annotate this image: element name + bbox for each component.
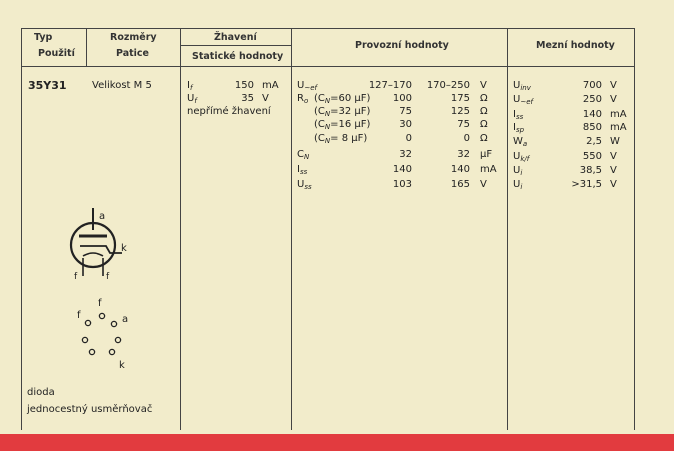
limit-value: 550 <box>582 151 602 162</box>
socket-label-a: a <box>122 314 129 325</box>
limit-value: 2,5 <box>586 136 602 147</box>
limit-unit: V <box>610 94 617 105</box>
heating-uf-unit: V <box>262 93 269 104</box>
operating-unit: Ω <box>480 119 488 130</box>
col-divider-3 <box>291 28 292 430</box>
limit-symbol-letter: U <box>513 94 521 105</box>
diode-symbol-diagram <box>66 206 146 282</box>
socket-label-f-left: f <box>77 310 81 321</box>
tube-size: Velikost M 5 <box>92 80 152 91</box>
header-bottom-border <box>21 66 635 67</box>
symbol-label-heater-2: f <box>106 272 110 282</box>
operating-value-a: 30 <box>399 119 412 130</box>
col-divider-2 <box>180 28 181 430</box>
limit-symbol-subscript: ~ef <box>520 98 533 106</box>
operating-symbol <box>297 163 307 177</box>
operating-value-b: 170–250 <box>426 80 470 91</box>
heating-if-unit: mA <box>262 80 279 91</box>
col-divider-1 <box>86 28 87 66</box>
heating-if-subscript: f <box>189 84 193 92</box>
col-divider-4 <box>507 28 508 430</box>
symbol-label-heater-1: f <box>74 272 78 282</box>
operating-symbol <box>297 148 309 162</box>
limit-symbol-subscript: a <box>522 140 528 148</box>
limit-value: 700 <box>582 80 602 91</box>
operating-unit: Ω <box>480 106 488 117</box>
heating-uf-symbol: U <box>187 93 195 104</box>
limit-symbol <box>513 108 523 122</box>
tube-type: 35Y31 <box>28 79 67 92</box>
operating-condition-subscript: N <box>324 97 331 105</box>
heating-if-value: 150 <box>234 80 254 91</box>
operating-condition-open: (C <box>314 119 325 130</box>
limit-symbol <box>513 150 529 164</box>
operating-value-b: 175 <box>450 93 470 104</box>
limit-value: 250 <box>582 94 602 105</box>
operating-value-b: 140 <box>450 164 470 175</box>
operating-condition-open: (C <box>314 106 325 117</box>
limit-value: 38,5 <box>579 165 602 176</box>
header-inner-line <box>180 45 291 46</box>
limit-symbol-letter: U <box>513 179 521 190</box>
operating-symbol-letter: R <box>297 93 304 104</box>
operating-unit: mA <box>480 164 497 175</box>
socket-pinout-diagram <box>70 296 140 372</box>
limit-symbol-letter: I <box>513 109 516 120</box>
limit-unit: mA <box>610 122 627 133</box>
operating-unit: Ω <box>480 133 488 144</box>
operating-symbol-subscript: ss <box>299 168 308 176</box>
header-type: Typ <box>34 32 53 43</box>
tube-use-line1: dioda <box>27 387 55 398</box>
limit-symbol-letter: U <box>513 80 521 91</box>
operating-value-a: 127–170 <box>368 80 412 91</box>
operating-symbol-letter: C <box>297 149 304 160</box>
heating-uf-subscript: f <box>194 97 197 105</box>
operating-condition <box>314 132 367 146</box>
limit-symbol-subscript: i <box>520 169 523 177</box>
header-heating: Žhavení <box>214 32 257 43</box>
heating-uf-value: 35 <box>241 93 254 104</box>
operating-symbol-subscript: o <box>303 97 309 105</box>
page-number <box>0 418 1 432</box>
operating-symbol <box>297 79 317 93</box>
operating-value-a: 32 <box>399 149 412 160</box>
operating-condition-rest: =32 μF) <box>330 106 371 117</box>
limit-symbol <box>513 178 522 192</box>
operating-value-a: 140 <box>392 164 412 175</box>
limit-symbol <box>513 79 531 93</box>
operating-value-b: 165 <box>450 179 470 190</box>
limit-unit: V <box>610 179 617 190</box>
operating-unit: V <box>480 179 487 190</box>
operating-value-a: 103 <box>392 179 412 190</box>
limit-unit: W <box>610 136 620 147</box>
operating-condition-open: (C <box>314 93 325 104</box>
operating-value-b: 75 <box>457 119 470 130</box>
limit-symbol <box>513 164 522 178</box>
limit-symbol-subscript: ss <box>515 113 524 121</box>
limit-unit: mA <box>610 109 627 120</box>
operating-symbol-subscript: ss <box>304 183 312 191</box>
header-static-values: Statické hodnoty <box>192 51 284 62</box>
operating-symbol <box>297 178 312 192</box>
operating-value-a: 0 <box>405 133 412 144</box>
limit-symbol <box>513 93 533 107</box>
operating-condition-subscript: N <box>324 110 331 118</box>
header-limit-values: Mezní hodnoty <box>536 40 615 51</box>
limit-symbol <box>513 135 527 149</box>
operating-condition-subscript: N <box>324 123 331 131</box>
limit-symbol-subscript: sp <box>515 126 525 134</box>
operating-unit: μF <box>480 149 493 160</box>
operating-unit: Ω <box>480 93 488 104</box>
operating-value-b: 125 <box>450 106 470 117</box>
operating-value-b: 0 <box>463 133 470 144</box>
limit-symbol-subscript: k/f <box>520 155 530 163</box>
operating-condition-open: (C <box>314 133 325 144</box>
limit-symbol-subscript: inv <box>520 84 531 92</box>
limit-symbol-letter: I <box>513 122 516 133</box>
header-operating-values: Provozní hodnoty <box>355 40 449 51</box>
operating-value-b: 32 <box>457 149 470 160</box>
operating-symbol-subscript: N <box>303 153 310 161</box>
heating-if-symbol: I <box>187 80 190 91</box>
tube-use-line2: jednocestný usměrňovač <box>27 404 153 415</box>
header-socket: Patice <box>116 48 149 59</box>
operating-symbol-letter: U <box>297 80 305 91</box>
operating-condition-rest: = 8 μF) <box>330 133 368 144</box>
limit-value: 850 <box>582 122 602 133</box>
heating-note: nepřímé žhavení <box>187 106 271 117</box>
symbol-label-cathode: k <box>121 243 127 254</box>
limit-unit: V <box>610 151 617 162</box>
page-bottom-band <box>0 434 674 451</box>
operating-symbol-letter: I <box>297 164 300 175</box>
symbol-label-anode: a <box>99 211 106 222</box>
limit-unit: V <box>610 165 617 176</box>
table-left-border <box>21 28 22 430</box>
operating-condition-rest: =16 μF) <box>330 119 371 130</box>
header-dimensions: Rozměry <box>110 32 157 43</box>
operating-unit: V <box>480 80 487 91</box>
limit-value: 140 <box>582 109 602 120</box>
operating-value-a: 75 <box>399 106 412 117</box>
limit-symbol-letter: W <box>513 136 523 147</box>
operating-condition-rest: =60 μF) <box>330 93 371 104</box>
limit-value: >31,5 <box>571 179 602 190</box>
operating-symbol-subscript: ~ef <box>304 84 317 92</box>
socket-label-f-top: f <box>98 298 102 309</box>
limit-symbol <box>513 121 524 135</box>
operating-symbol-letter: U <box>297 179 305 190</box>
limit-symbol-letter: U <box>513 165 521 176</box>
operating-value-a: 100 <box>392 93 412 104</box>
header-use: Použití <box>38 48 75 59</box>
limit-symbol-letter: U <box>513 151 521 162</box>
operating-symbol <box>297 92 308 106</box>
limit-unit: V <box>610 80 617 91</box>
operating-condition-subscript: N <box>324 137 331 145</box>
table-top-border <box>21 28 635 29</box>
limit-symbol-subscript: i <box>520 183 523 191</box>
socket-label-k: k <box>119 360 125 371</box>
table-right-border <box>634 28 635 430</box>
